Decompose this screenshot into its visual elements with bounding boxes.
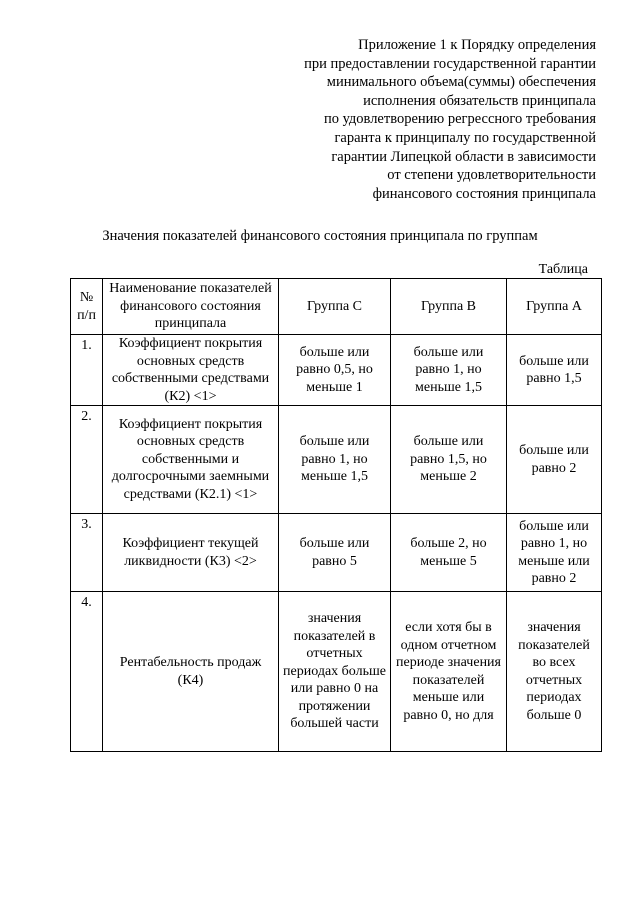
table-row xyxy=(71,514,602,592)
table-row xyxy=(71,335,602,406)
group-c-value: больше или равно 5 xyxy=(279,514,391,592)
appendix-line: от степени удовлетворительности xyxy=(387,167,596,184)
group-b-value: больше или равно 1, но меньше 1,5 xyxy=(391,335,507,406)
row-number: 3. xyxy=(71,514,103,592)
table-row xyxy=(71,406,602,514)
header-group-c: Группа С xyxy=(279,279,391,335)
header-group-b: Группа В xyxy=(391,279,507,335)
indicators-table xyxy=(70,278,602,752)
group-b-value: больше или равно 1,5, но меньше 2 xyxy=(391,406,507,514)
indicator-name: Коэффициент покрытия основных средств собственными средствами (К2) <1> xyxy=(103,335,279,406)
table-row xyxy=(71,592,602,752)
appendix-note xyxy=(236,36,596,203)
appendix-line: Приложение 1 к Порядку определения xyxy=(358,37,596,53)
header-indicator-name: Наименование показателей финансового состояния принципала xyxy=(103,279,279,335)
row-number: 1. xyxy=(71,335,103,406)
header-number: № п/п xyxy=(71,279,103,335)
group-c-value: значения показателей в отчетных периодах больше или равно 0 на протяжении большей части xyxy=(279,592,391,752)
document-title: Значения показателей финансового состояния принципала по группам xyxy=(102,228,538,244)
row-number: 2. xyxy=(71,406,103,514)
appendix-line: минимального объема(суммы) обеспечения xyxy=(326,74,596,91)
appendix-line: гарантии Липецкой области в зависимости xyxy=(331,148,596,165)
group-c-value: больше или равно 0,5, но меньше 1 xyxy=(279,335,391,406)
table-header-row xyxy=(71,279,602,335)
indicator-name: Коэффициент покрытия основных средств собственными и долгосрочными заемными средствами (К2.1) <1> xyxy=(103,406,279,514)
group-a-value: больше или равно 1,5 xyxy=(507,335,602,406)
appendix-line: финансового состояния принципала xyxy=(372,185,596,202)
group-b-value: больше 2, но меньше 5 xyxy=(391,514,507,592)
group-a-value: больше или равно 2 xyxy=(507,406,602,514)
group-c-value: больше или равно 1, но меньше 1,5 xyxy=(279,406,391,514)
group-a-value: значения показателей во всех отчетных периодах больше 0 xyxy=(507,592,602,752)
appendix-line: гаранта к принципалу по государственной xyxy=(334,129,596,146)
row-number: 4. xyxy=(71,592,103,752)
appendix-line: по удовлетворению регрессного требования xyxy=(323,111,596,128)
header-group-a: Группа А xyxy=(507,279,602,335)
indicator-name: Рентабельность продаж (К4) xyxy=(103,592,279,752)
group-b-value: если хотя бы в одном отчетном периоде значения показателей меньше или равно 0, но для xyxy=(391,592,507,752)
group-a-value: больше или равно 1, но меньше или равно 2 xyxy=(507,514,602,592)
table-label: Таблица xyxy=(538,262,588,277)
appendix-line: исполнения обязательств принципала xyxy=(363,92,596,109)
indicator-name: Коэффициент текущей ликвидности (К3) <2> xyxy=(103,514,279,592)
appendix-line: при предоставлении государственной гарантии xyxy=(304,55,596,72)
